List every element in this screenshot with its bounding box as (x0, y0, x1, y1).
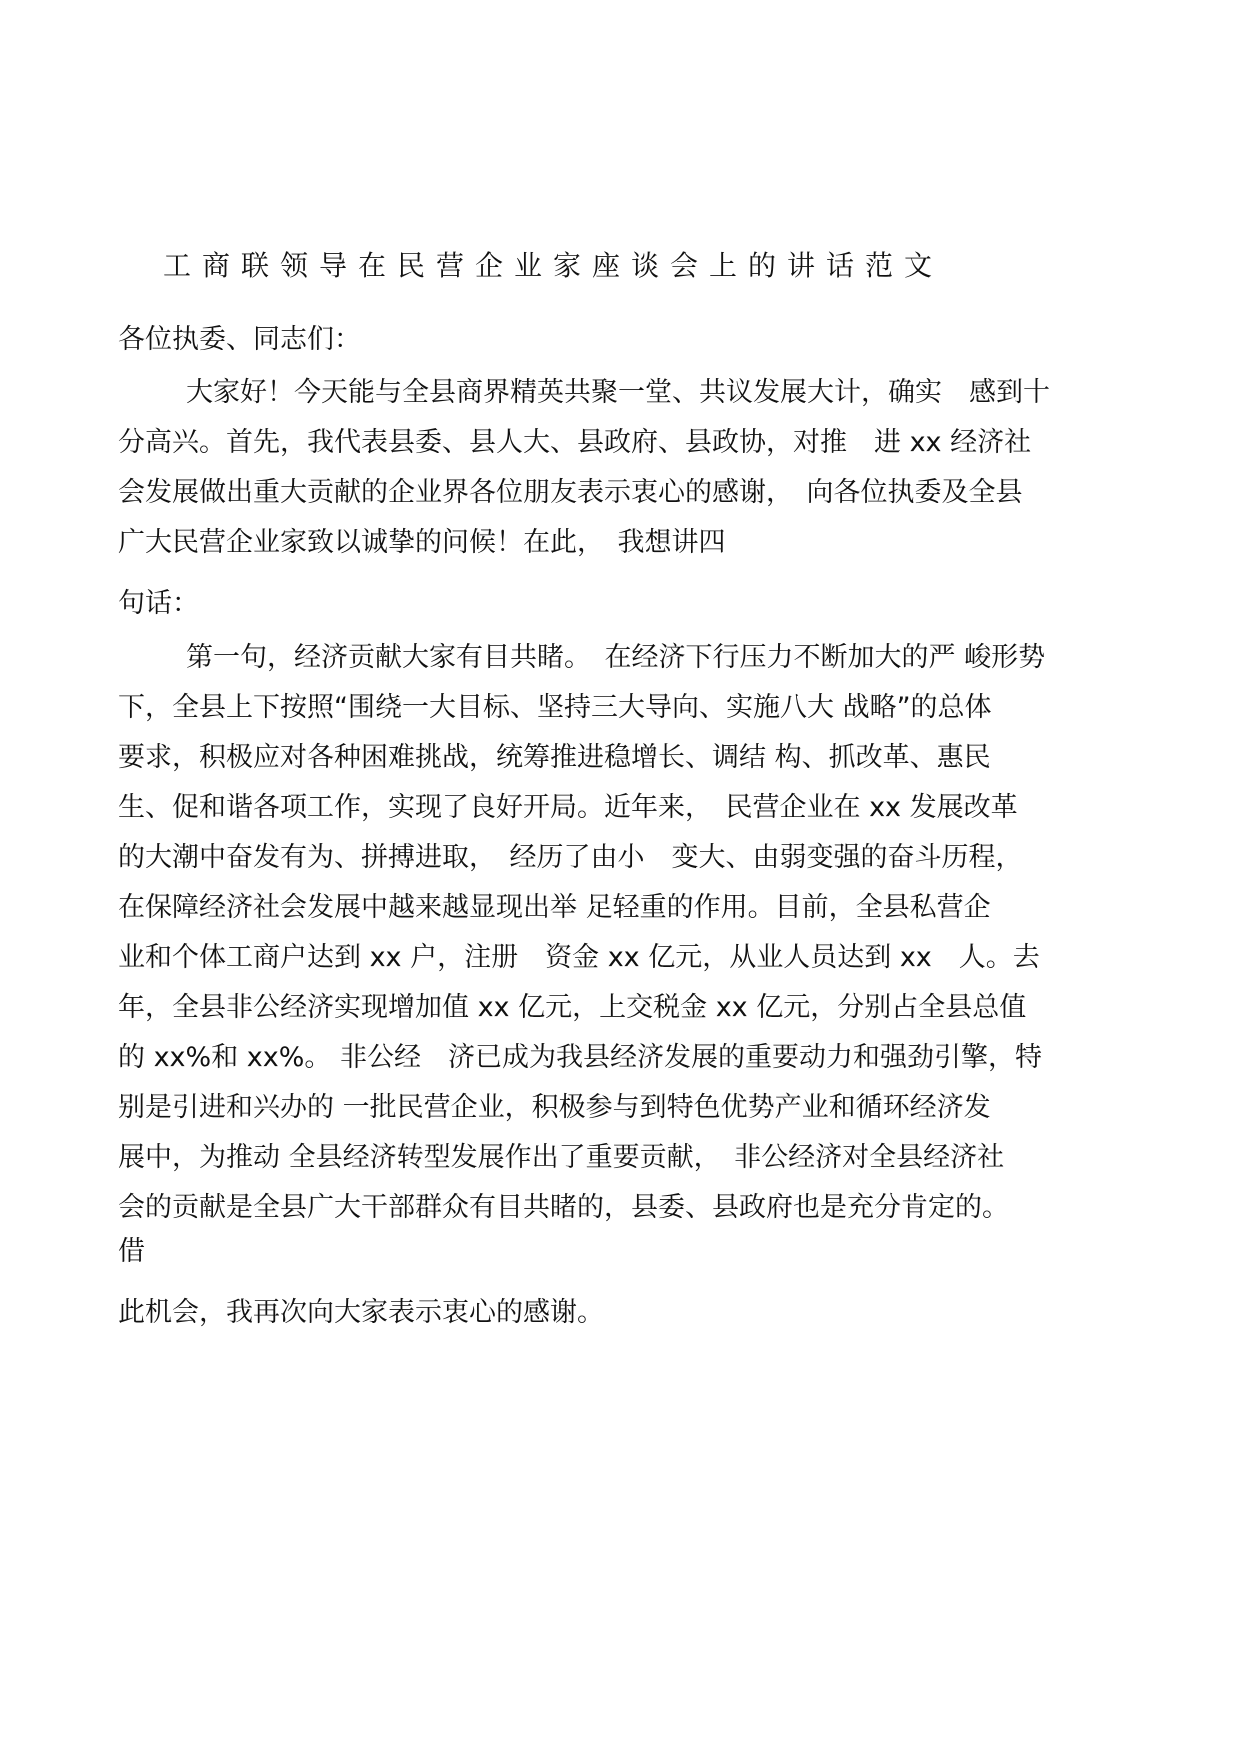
paragraph-line: 的 xx%和 xx%。 非公经 济已成为我县经济发展的重要动力和强劲引擎，特 (118, 1042, 1042, 1073)
paragraph-line: 展中，为推动 全县经济转型发展作出了重要贡献， 非公经济对全县经济社 (118, 1142, 1005, 1173)
paragraph-line: 第一句，经济贡献大家有目共睹。 在经济下行压力不断加大的严 峻形势 (186, 642, 1046, 673)
paragraph-line: 年，全县非公经济实现增加值 xx 亿元，上交税金 xx 亿元，分别占全县总值 (118, 992, 1027, 1023)
paragraph-line: 大家好！今天能与全县商界精英共聚一堂、共议发展大计，确实 感到十 (186, 377, 1050, 408)
paragraph-line: 的大潮中奋发有为、拼搏进取， 经历了由小 变大、由弱变强的奋斗历程， (118, 842, 1023, 873)
paragraph-line: 此机会，我再次向大家表示衷心的感谢。 (118, 1297, 604, 1328)
paragraph-line: 借 (118, 1236, 145, 1267)
paragraph-line: 下，全县上下按照“围绕一大目标、坚持三大导向、实施八大 战略”的总体 (118, 692, 992, 723)
document-title: 工商联领导在民营企业家座谈会上的讲话范文 (163, 249, 944, 282)
paragraph-line: 句话： (118, 588, 199, 619)
paragraph-line: 别是引进和兴办的 一批民营企业，积极参与到特色优势产业和循环经济发 (118, 1092, 991, 1123)
paragraph-line: 分高兴。首先，我代表县委、县人大、县政府、县政协，对推 进 xx 经济社 (118, 427, 1032, 458)
paragraph-line: 要求，积极应对各种困难挑战，统筹推进稳增长、调结 构、抓改革、惠民 (118, 742, 991, 773)
paragraph-line: 会的贡献是全县广大干部群众有目共睹的，县委、县政府也是充分肯定的。 (118, 1192, 1009, 1223)
paragraph-line: 广大民营企业家致以诚挚的问候！在此， 我想讲四 (118, 527, 726, 558)
paragraph-line: 生、促和谐各项工作，实现了良好开局。近年来， 民营企业在 xx 发展改革 (118, 792, 1018, 823)
paragraph-line: 在保障经济社会发展中越来越显现出举 足轻重的作用。目前，全县私营企 (118, 892, 991, 923)
paragraph-line: 会发展做出重大贡献的企业界各位朋友表示衷心的感谢， 向各位执委及全县 (118, 477, 1023, 508)
salutation: 各位执委、同志们： (118, 324, 361, 355)
paragraph-line: 业和个体工商户达到 xx 户，注册 资金 xx 亿元，从业人员达到 xx 人。去 (118, 942, 1040, 973)
